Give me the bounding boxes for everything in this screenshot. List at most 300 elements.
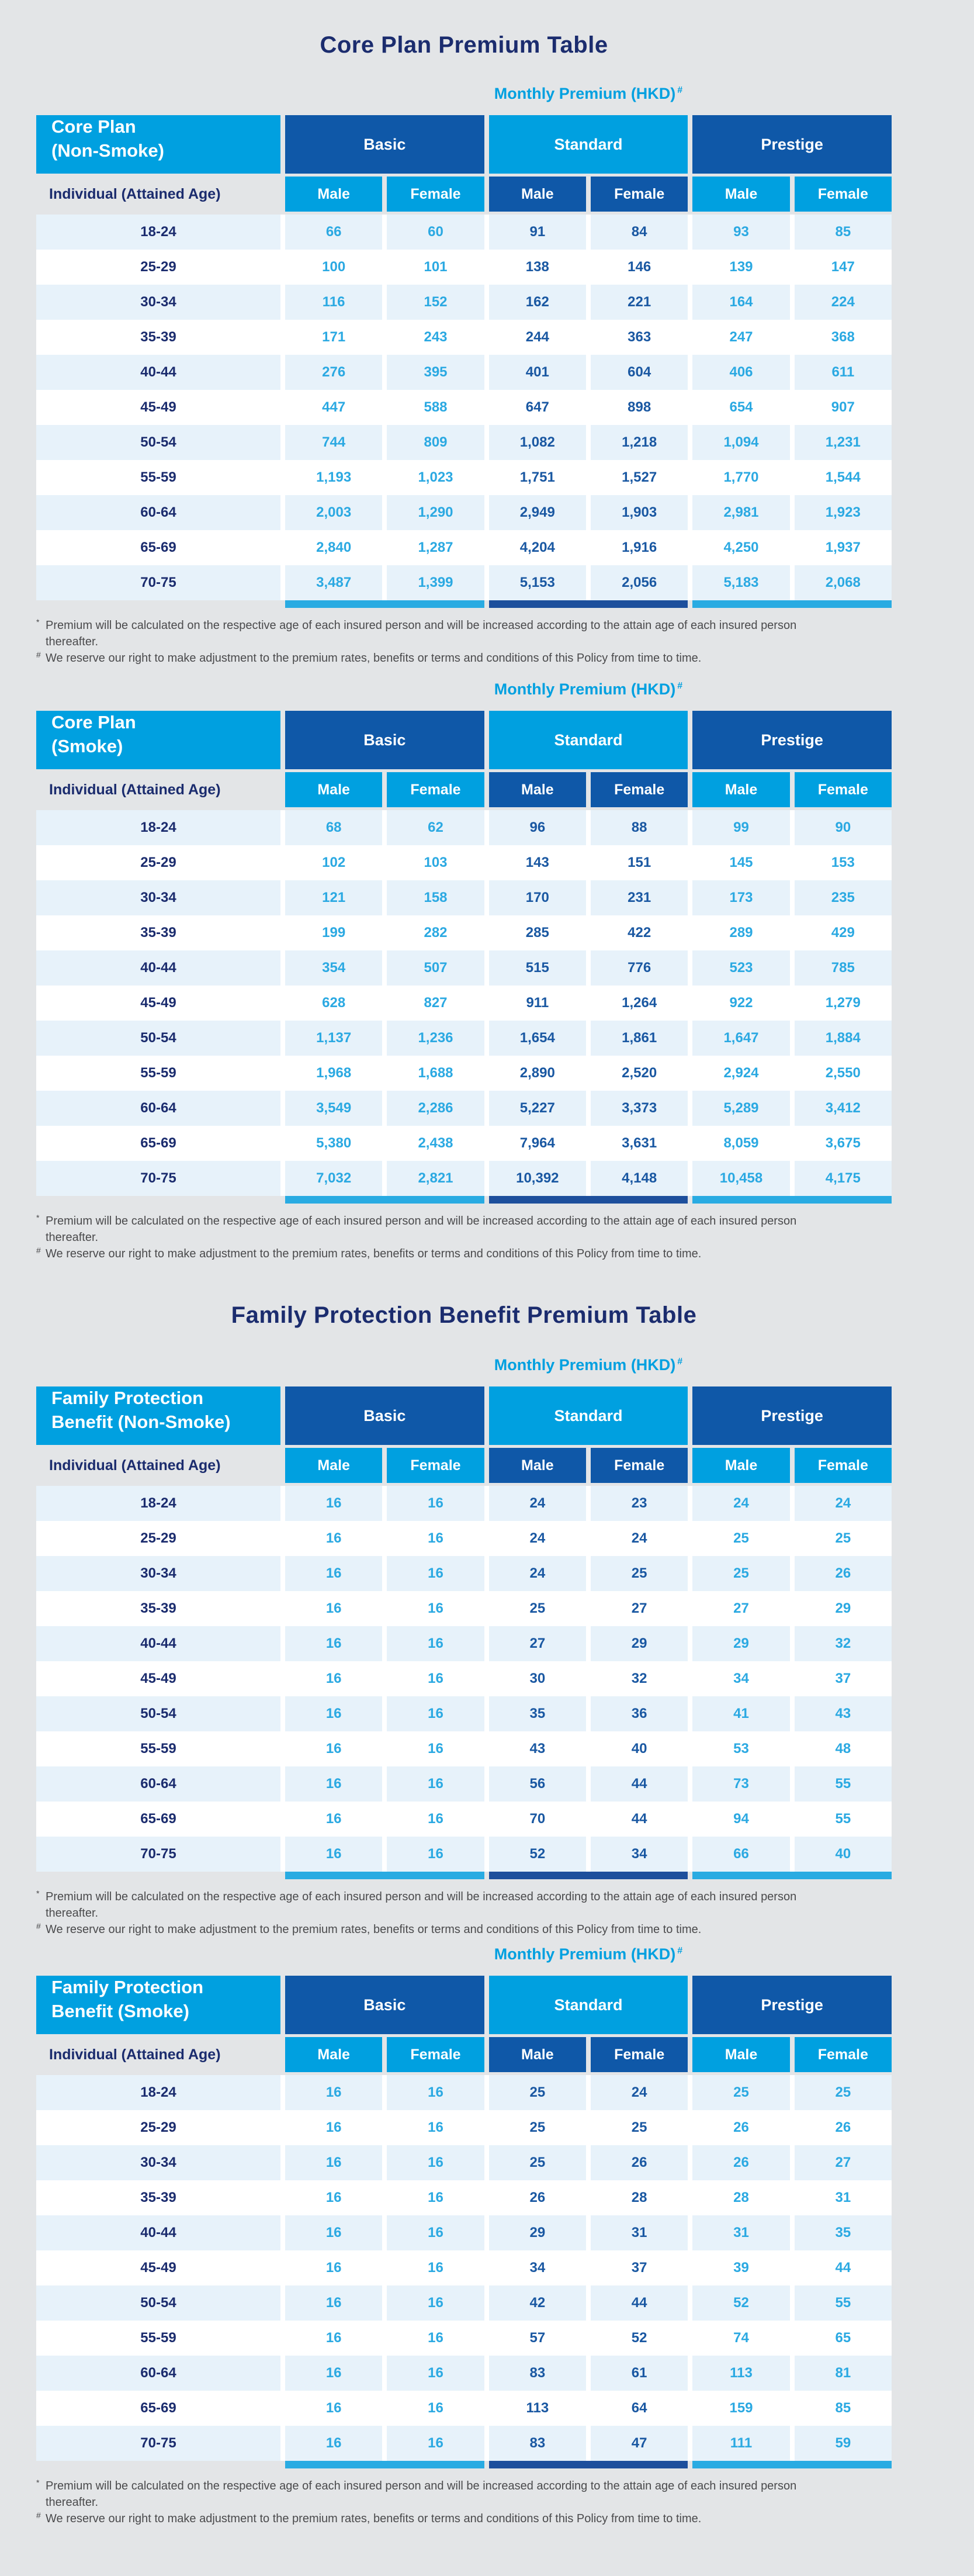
premium-value: 25 — [795, 2075, 892, 2110]
premium-value: 1,916 — [591, 530, 688, 565]
sub-header-female: Female — [795, 1448, 892, 1483]
premium-value: 29 — [795, 1591, 892, 1626]
age-range-label: 35-39 — [36, 1591, 280, 1626]
age-range-label: 40-44 — [36, 2215, 280, 2250]
premium-value: 16 — [285, 1837, 382, 1872]
prestige-footer-bar — [692, 2461, 892, 2468]
group-header-basic: Basic — [285, 1976, 484, 2034]
core-plan-nonsmoke-table — [36, 85, 892, 666]
premium-value: 37 — [795, 1661, 892, 1696]
premium-value: 422 — [591, 915, 688, 950]
sub-header-male: Male — [489, 177, 586, 212]
premium-value: 162 — [489, 285, 586, 320]
premium-value: 26 — [795, 1556, 892, 1591]
premium-value: 60 — [387, 215, 484, 250]
prestige-footer-bar — [692, 1872, 892, 1879]
premium-value: 16 — [387, 1661, 484, 1696]
premium-value: 25 — [692, 2075, 789, 2110]
premium-value: 16 — [387, 2075, 484, 2110]
sub-header-male: Male — [285, 772, 382, 807]
corner-line1: Family Protection — [51, 1977, 204, 1997]
table-body — [36, 810, 892, 1196]
standard-footer-bar — [489, 1196, 688, 1204]
sub-header-female: Female — [387, 2037, 484, 2072]
premium-value: 91 — [489, 215, 586, 250]
basic-footer-bar — [285, 1872, 484, 1879]
premium-value: 16 — [285, 1802, 382, 1837]
premium-value: 1,527 — [591, 460, 688, 495]
premium-value: 100 — [285, 250, 382, 285]
prestige-footer-bar — [692, 1196, 892, 1204]
table-corner-header — [36, 115, 280, 174]
sub-header-female: Female — [795, 772, 892, 807]
age-range-label: 60-64 — [36, 495, 280, 530]
premium-value: 40 — [591, 1731, 688, 1766]
premium-value: 23 — [591, 1486, 688, 1521]
table-row — [36, 845, 892, 880]
premium-value: 401 — [489, 355, 586, 390]
premium-value: 10,458 — [692, 1161, 789, 1196]
age-range-label: 45-49 — [36, 2250, 280, 2285]
premium-value: 1,937 — [795, 530, 892, 565]
sub-header-female: Female — [591, 772, 688, 807]
premium-value: 16 — [285, 1731, 382, 1766]
premium-value: 34 — [489, 2250, 586, 2285]
premium-value: 907 — [795, 390, 892, 425]
table-row — [36, 2180, 892, 2215]
star-marker: * — [36, 2478, 40, 2487]
table-footer-bars — [36, 600, 892, 608]
premium-value: 16 — [387, 2356, 484, 2391]
premium-value: 4,175 — [795, 1161, 892, 1196]
premium-value: 4,250 — [692, 530, 789, 565]
age-range-label: 60-64 — [36, 1091, 280, 1126]
premium-value: 1,751 — [489, 460, 586, 495]
age-range-label: 70-75 — [36, 1837, 280, 1872]
corner-line1: Core Plan — [51, 712, 136, 732]
premium-value: 1,023 — [387, 460, 484, 495]
age-column-header: Individual (Attained Age) — [49, 2046, 221, 2063]
star-marker: * — [36, 1213, 40, 1222]
premium-value: 26 — [795, 2110, 892, 2145]
sub-header-male: Male — [489, 1448, 586, 1483]
premium-value: 4,148 — [591, 1161, 688, 1196]
premium-value: 354 — [285, 950, 382, 986]
table-row — [36, 1802, 892, 1837]
age-range-label: 45-49 — [36, 1661, 280, 1696]
premium-value: 27 — [795, 2145, 892, 2180]
premium-value: 139 — [692, 250, 789, 285]
premium-value: 1,399 — [387, 565, 484, 600]
group-header-basic: Basic — [285, 1386, 484, 1445]
premium-value: 1,231 — [795, 425, 892, 460]
group-header-prestige: Prestige — [692, 1386, 892, 1445]
hash-superscript: # — [677, 1357, 683, 1367]
premium-value: 102 — [285, 845, 382, 880]
table-body — [36, 215, 892, 600]
table-row — [36, 530, 892, 565]
premium-value: 41 — [692, 1696, 789, 1731]
age-column-header: Individual (Attained Age) — [49, 781, 221, 798]
premium-value: 8,059 — [692, 1126, 789, 1161]
premium-value: 24 — [489, 1521, 586, 1556]
premium-value: 16 — [387, 1802, 484, 1837]
premium-value: 654 — [692, 390, 789, 425]
premium-value: 16 — [285, 1766, 382, 1802]
premium-value: 27 — [591, 1591, 688, 1626]
premium-value: 94 — [692, 1802, 789, 1837]
table-body — [36, 2075, 892, 2461]
sub-header-male: Male — [692, 772, 789, 807]
premium-value: 25 — [692, 1556, 789, 1591]
premium-value: 16 — [387, 2285, 484, 2321]
premium-value: 66 — [692, 1837, 789, 1872]
premium-value: 16 — [285, 1556, 382, 1591]
premium-value: 16 — [387, 2321, 484, 2356]
premium-value: 285 — [489, 915, 586, 950]
table-row — [36, 915, 892, 950]
premium-value: 27 — [489, 1626, 586, 1661]
footnote-star: * Premium will be calculated on the respective age of each insured person and will be increased according to the attain age of each insured person thereafter. — [36, 617, 797, 648]
hash-superscript: # — [677, 1946, 683, 1956]
premium-value: 3,487 — [285, 565, 382, 600]
premium-value: 2,003 — [285, 495, 382, 530]
group-header-basic: Basic — [285, 711, 484, 769]
premium-value: 2,286 — [387, 1091, 484, 1126]
premium-value: 61 — [591, 2356, 688, 2391]
table-corner-header — [36, 711, 280, 769]
table-row — [36, 460, 892, 495]
premium-value: 16 — [285, 1661, 382, 1696]
age-range-label: 65-69 — [36, 1126, 280, 1161]
premium-value: 235 — [795, 880, 892, 915]
premium-value: 146 — [591, 250, 688, 285]
premium-value: 25 — [489, 2145, 586, 2180]
premium-value: 32 — [795, 1626, 892, 1661]
premium-value: 151 — [591, 845, 688, 880]
premium-value: 43 — [489, 1731, 586, 1766]
age-range-label: 30-34 — [36, 2145, 280, 2180]
age-range-label: 70-75 — [36, 565, 280, 600]
table-row — [36, 1556, 892, 1591]
premium-value: 16 — [387, 1556, 484, 1591]
premium-value: 5,380 — [285, 1126, 382, 1161]
age-range-label: 45-49 — [36, 390, 280, 425]
premium-value: 16 — [387, 1626, 484, 1661]
monthly-premium-label — [36, 1356, 892, 1377]
table-row — [36, 390, 892, 425]
premium-value: 25 — [795, 1521, 892, 1556]
premium-value: 2,949 — [489, 495, 586, 530]
premium-value: 57 — [489, 2321, 586, 2356]
premium-value: 16 — [387, 1766, 484, 1802]
premium-value: 138 — [489, 250, 586, 285]
standard-footer-bar — [489, 1872, 688, 1879]
premium-value: 429 — [795, 915, 892, 950]
premium-value: 39 — [692, 2250, 789, 2285]
premium-value: 116 — [285, 285, 382, 320]
premium-value: 24 — [489, 1556, 586, 1591]
basic-footer-bar — [285, 600, 484, 608]
table-corner-header — [36, 1976, 280, 2034]
premium-value: 16 — [387, 1521, 484, 1556]
age-range-label: 35-39 — [36, 915, 280, 950]
age-range-label: 55-59 — [36, 2321, 280, 2356]
sub-header-female: Female — [795, 2037, 892, 2072]
premium-value: 83 — [489, 2356, 586, 2391]
sub-header-female: Female — [591, 177, 688, 212]
age-range-label: 65-69 — [36, 1802, 280, 1837]
premium-value: 1,094 — [692, 425, 789, 460]
premium-value: 3,675 — [795, 1126, 892, 1161]
premium-value: 47 — [591, 2426, 688, 2461]
premium-value: 44 — [591, 2285, 688, 2321]
premium-value: 31 — [795, 2180, 892, 2215]
basic-footer-bar — [285, 2461, 484, 2468]
premium-value: 55 — [795, 1802, 892, 1837]
premium-value: 199 — [285, 915, 382, 950]
age-range-label: 60-64 — [36, 2356, 280, 2391]
premium-value: 64 — [591, 2391, 688, 2426]
monthly-premium-label — [36, 1945, 892, 1966]
premium-value: 88 — [591, 810, 688, 845]
table-row — [36, 950, 892, 986]
premium-value: 5,289 — [692, 1091, 789, 1126]
table-row — [36, 2391, 892, 2426]
table-row — [36, 1591, 892, 1626]
age-range-label: 40-44 — [36, 950, 280, 986]
age-range-label: 30-34 — [36, 285, 280, 320]
footnotes — [36, 1213, 892, 1262]
footnote-hash: # We reserve our right to make adjustment to the premium rates, benefits or terms and conditions of this Policy from time to time. — [36, 1921, 702, 1936]
age-range-label: 50-54 — [36, 2285, 280, 2321]
group-header-prestige: Prestige — [692, 115, 892, 174]
table-row — [36, 215, 892, 250]
footnote-star: * Premium will be calculated on the respective age of each insured person and will be increased according to the attain age of each insured person thereafter. — [36, 1213, 797, 1244]
premium-value: 16 — [285, 2215, 382, 2250]
prestige-footer-bar — [692, 600, 892, 608]
premium-value: 26 — [591, 2145, 688, 2180]
premium-value: 604 — [591, 355, 688, 390]
premium-value: 16 — [387, 1837, 484, 1872]
premium-value: 16 — [387, 1486, 484, 1521]
premium-value: 368 — [795, 320, 892, 355]
premium-value: 59 — [795, 2426, 892, 2461]
table-row — [36, 2356, 892, 2391]
monthly-premium-label — [36, 680, 892, 701]
table-row — [36, 1161, 892, 1196]
premium-value: 507 — [387, 950, 484, 986]
premium-value: 40 — [795, 1837, 892, 1872]
table-row — [36, 1521, 892, 1556]
age-range-label: 50-54 — [36, 425, 280, 460]
corner-line2: Benefit (Smoke) — [51, 2000, 189, 2021]
table-footer-bars — [36, 1196, 892, 1204]
premium-value: 16 — [387, 2215, 484, 2250]
sub-header-female: Female — [387, 1448, 484, 1483]
table-row — [36, 986, 892, 1021]
age-column-header: Individual (Attained Age) — [49, 185, 221, 202]
premium-value: 24 — [591, 1521, 688, 1556]
table-footer-bars — [36, 2461, 892, 2468]
premium-value: 588 — [387, 390, 484, 425]
premium-value: 101 — [387, 250, 484, 285]
premium-value: 5,183 — [692, 565, 789, 600]
sub-header-male: Male — [285, 177, 382, 212]
age-range-label: 70-75 — [36, 1161, 280, 1196]
age-range-label: 18-24 — [36, 1486, 280, 1521]
table-row — [36, 1837, 892, 1872]
premium-value: 515 — [489, 950, 586, 986]
premium-value: 16 — [387, 1591, 484, 1626]
sub-header-female: Female — [591, 2037, 688, 2072]
premium-value: 1,544 — [795, 460, 892, 495]
premium-value: 809 — [387, 425, 484, 460]
premium-value: 32 — [591, 1661, 688, 1696]
hash-superscript: # — [677, 681, 683, 691]
premium-value: 171 — [285, 320, 382, 355]
table-row — [36, 495, 892, 530]
age-range-label: 18-24 — [36, 810, 280, 845]
group-header-standard: Standard — [489, 115, 688, 174]
premium-value: 52 — [591, 2321, 688, 2356]
premium-value: 158 — [387, 880, 484, 915]
premium-value: 147 — [795, 250, 892, 285]
premium-value: 25 — [591, 2110, 688, 2145]
premium-value: 1,236 — [387, 1021, 484, 1056]
age-range-label: 50-54 — [36, 1696, 280, 1731]
premium-value: 25 — [692, 1521, 789, 1556]
premium-value: 10,392 — [489, 1161, 586, 1196]
premium-value: 628 — [285, 986, 382, 1021]
age-range-label: 55-59 — [36, 1056, 280, 1091]
corner-line2: (Non-Smoke) — [51, 140, 164, 161]
premium-value: 447 — [285, 390, 382, 425]
age-column-header: Individual (Attained Age) — [49, 1457, 221, 1474]
premium-value: 2,550 — [795, 1056, 892, 1091]
premium-value: 24 — [489, 1486, 586, 1521]
premium-value: 16 — [387, 2426, 484, 2461]
premium-value: 276 — [285, 355, 382, 390]
table-row — [36, 425, 892, 460]
premium-value: 16 — [387, 2391, 484, 2426]
premium-value: 113 — [692, 2356, 789, 2391]
premium-value: 143 — [489, 845, 586, 880]
sub-header-male: Male — [489, 2037, 586, 2072]
premium-value: 1,137 — [285, 1021, 382, 1056]
premium-value: 25 — [489, 2110, 586, 2145]
standard-footer-bar — [489, 2461, 688, 2468]
premium-value: 44 — [795, 2250, 892, 2285]
premium-value: 26 — [692, 2145, 789, 2180]
premium-value: 25 — [591, 1556, 688, 1591]
premium-value: 28 — [692, 2180, 789, 2215]
premium-value: 2,821 — [387, 1161, 484, 1196]
premium-value: 70 — [489, 1802, 586, 1837]
premium-value: 1,218 — [591, 425, 688, 460]
premium-value: 1,884 — [795, 1021, 892, 1056]
age-range-label: 55-59 — [36, 460, 280, 495]
premium-value: 16 — [285, 2321, 382, 2356]
table-row — [36, 810, 892, 845]
premium-value: 7,032 — [285, 1161, 382, 1196]
footnote-star: * Premium will be calculated on the respective age of each insured person and will be increased according to the attain age of each insured person thereafter. — [36, 2478, 797, 2509]
premium-value: 16 — [285, 1626, 382, 1661]
premium-value: 55 — [795, 1766, 892, 1802]
table-row — [36, 355, 892, 390]
premium-value: 26 — [692, 2110, 789, 2145]
premium-value: 25 — [489, 2075, 586, 2110]
premium-value: 16 — [285, 2075, 382, 2110]
premium-value: 27 — [692, 1591, 789, 1626]
premium-value: 2,056 — [591, 565, 688, 600]
premium-value: 28 — [591, 2180, 688, 2215]
age-range-label: 30-34 — [36, 1556, 280, 1591]
age-range-label: 40-44 — [36, 355, 280, 390]
premium-value: 16 — [285, 2110, 382, 2145]
premium-value: 898 — [591, 390, 688, 425]
premium-value: 31 — [591, 2215, 688, 2250]
sub-header-female: Female — [795, 177, 892, 212]
premium-value: 111 — [692, 2426, 789, 2461]
premium-value: 1,861 — [591, 1021, 688, 1056]
premium-value: 16 — [285, 2356, 382, 2391]
premium-value: 52 — [692, 2285, 789, 2321]
hash-marker: # — [36, 650, 41, 659]
premium-value: 62 — [387, 810, 484, 845]
premium-value: 282 — [387, 915, 484, 950]
premium-value: 2,840 — [285, 530, 382, 565]
premium-value: 44 — [591, 1802, 688, 1837]
premium-value: 16 — [387, 2145, 484, 2180]
monthly-premium-text: Monthly Premium (HKD) — [494, 1945, 676, 1963]
table-row — [36, 1731, 892, 1766]
premium-value: 153 — [795, 845, 892, 880]
table-row — [36, 2321, 892, 2356]
premium-value: 85 — [795, 2391, 892, 2426]
premium-value: 289 — [692, 915, 789, 950]
table-row — [36, 1661, 892, 1696]
premium-value: 363 — [591, 320, 688, 355]
premium-value: 43 — [795, 1696, 892, 1731]
age-range-label: 55-59 — [36, 1731, 280, 1766]
group-header-standard: Standard — [489, 1976, 688, 2034]
table-row — [36, 1021, 892, 1056]
premium-value: 7,964 — [489, 1126, 586, 1161]
basic-footer-bar — [285, 1196, 484, 1204]
premium-value: 16 — [285, 2180, 382, 2215]
group-header-prestige: Prestige — [692, 1976, 892, 2034]
premium-value: 1,279 — [795, 986, 892, 1021]
table-row — [36, 565, 892, 600]
premium-value: 2,520 — [591, 1056, 688, 1091]
premium-value: 3,631 — [591, 1126, 688, 1161]
table-row — [36, 1056, 892, 1091]
hash-superscript: # — [677, 85, 683, 95]
premium-value: 34 — [591, 1837, 688, 1872]
premium-value: 170 — [489, 880, 586, 915]
monthly-premium-text: Monthly Premium (HKD) — [494, 1356, 676, 1374]
footnote-hash: # We reserve our right to make adjustment to the premium rates, benefits or terms and conditions of this Policy from time to time. — [36, 650, 702, 665]
premium-value: 244 — [489, 320, 586, 355]
premium-value: 785 — [795, 950, 892, 986]
premium-value: 1,287 — [387, 530, 484, 565]
premium-value: 173 — [692, 880, 789, 915]
age-range-label: 18-24 — [36, 215, 280, 250]
hash-marker: # — [36, 2511, 41, 2520]
premium-value: 776 — [591, 950, 688, 986]
premium-value: 26 — [489, 2180, 586, 2215]
